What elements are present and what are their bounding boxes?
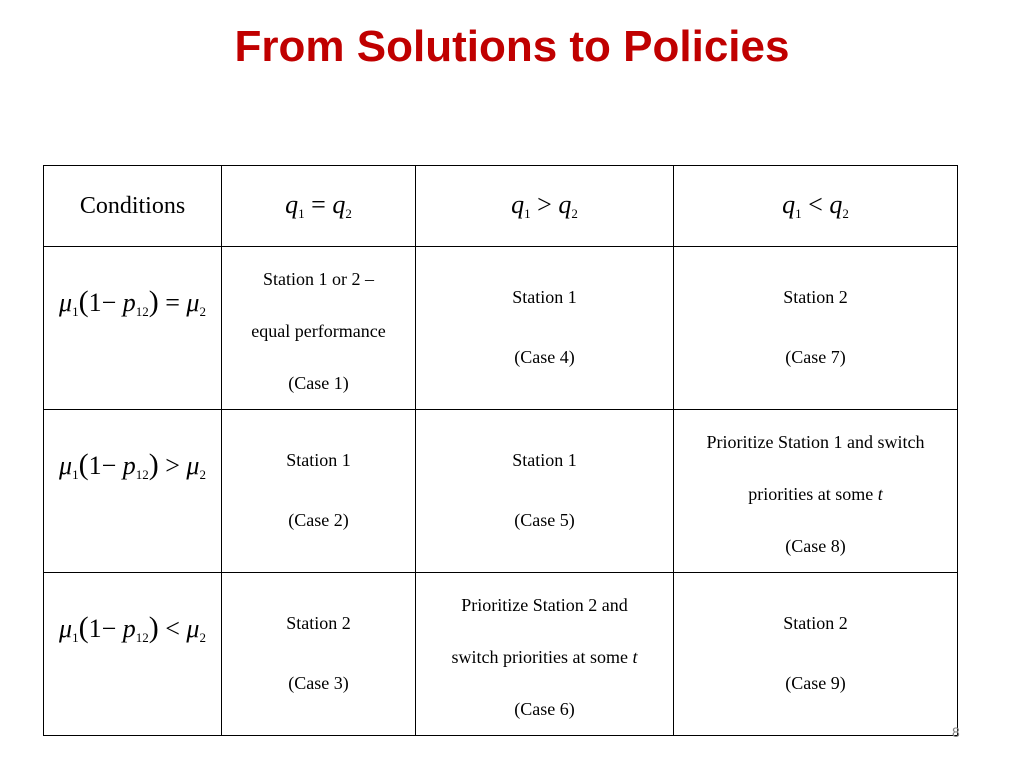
policy-text: Station 1 or 2 – xyxy=(263,269,374,289)
policy-text: Station 1 xyxy=(512,450,577,470)
table-row xyxy=(44,247,958,410)
policy-cell xyxy=(222,247,416,410)
policy-cell xyxy=(416,410,674,573)
table-header-row xyxy=(44,166,958,247)
variable-t: t xyxy=(877,484,883,504)
table-row xyxy=(44,410,958,573)
policy-cell xyxy=(674,247,958,410)
case-label: (Case 9) xyxy=(785,673,846,693)
policy-text: equal performance xyxy=(251,321,386,341)
policy-text: Prioritize Station 1 and switch xyxy=(706,432,925,452)
case-label: (Case 1) xyxy=(288,373,349,393)
policy-text: Prioritize Station 2 and xyxy=(461,595,628,615)
page-number: 8 xyxy=(952,724,960,740)
header-q1-greater-q2 xyxy=(416,166,674,247)
header-q1-equals-q2 xyxy=(222,166,416,247)
case-label: (Case 7) xyxy=(785,347,846,367)
variable-t: t xyxy=(632,647,638,667)
case-label: (Case 2) xyxy=(288,510,349,530)
policy-text: Station 1 xyxy=(286,450,351,470)
policy-text: Station 2 xyxy=(286,613,351,633)
condition-cell xyxy=(44,410,222,573)
q1-equals-q2-formula: $q_1 = q_2$ xyxy=(285,190,352,221)
case-label: (Case 8) xyxy=(785,536,846,556)
header-q1-less-q2 xyxy=(674,166,958,247)
conditions-label: Conditions xyxy=(79,192,186,219)
policy-text: Station 2 xyxy=(783,613,848,633)
policy-cell xyxy=(222,410,416,573)
policy-text: Station 2 xyxy=(783,287,848,307)
policy-cell xyxy=(416,573,674,736)
policy-text: switch priorities at some t xyxy=(451,647,638,667)
condition-formula: $\mu_1(1- p_{12}) < \mu_2$ xyxy=(59,611,206,645)
case-label: (Case 5) xyxy=(514,510,575,530)
condition-cell xyxy=(44,573,222,736)
policy-text: Station 1 xyxy=(512,287,577,307)
case-label: (Case 4) xyxy=(514,347,575,367)
case-label: (Case 3) xyxy=(288,673,349,693)
policy-cell xyxy=(674,410,958,573)
case-label: (Case 6) xyxy=(514,699,575,719)
policy-cell xyxy=(674,573,958,736)
slide-title: From Solutions to Policies xyxy=(234,22,790,71)
policy-text: priorities at some t xyxy=(748,484,883,504)
q1-less-q2-formula: $q_1 < q_2$ xyxy=(782,190,849,221)
policy-cell xyxy=(222,573,416,736)
condition-formula: $\mu_1(1- p_{12}) = \mu_2$ xyxy=(59,285,206,319)
q1-greater-q2-formula: $q_1 > q_2$ xyxy=(511,190,578,221)
condition-cell xyxy=(44,247,222,410)
condition-formula: $\mu_1(1- p_{12}) > \mu_2$ xyxy=(59,448,206,482)
policy-table xyxy=(43,165,958,736)
table-row xyxy=(44,573,958,736)
policy-cell xyxy=(416,247,674,410)
header-conditions xyxy=(44,166,222,247)
